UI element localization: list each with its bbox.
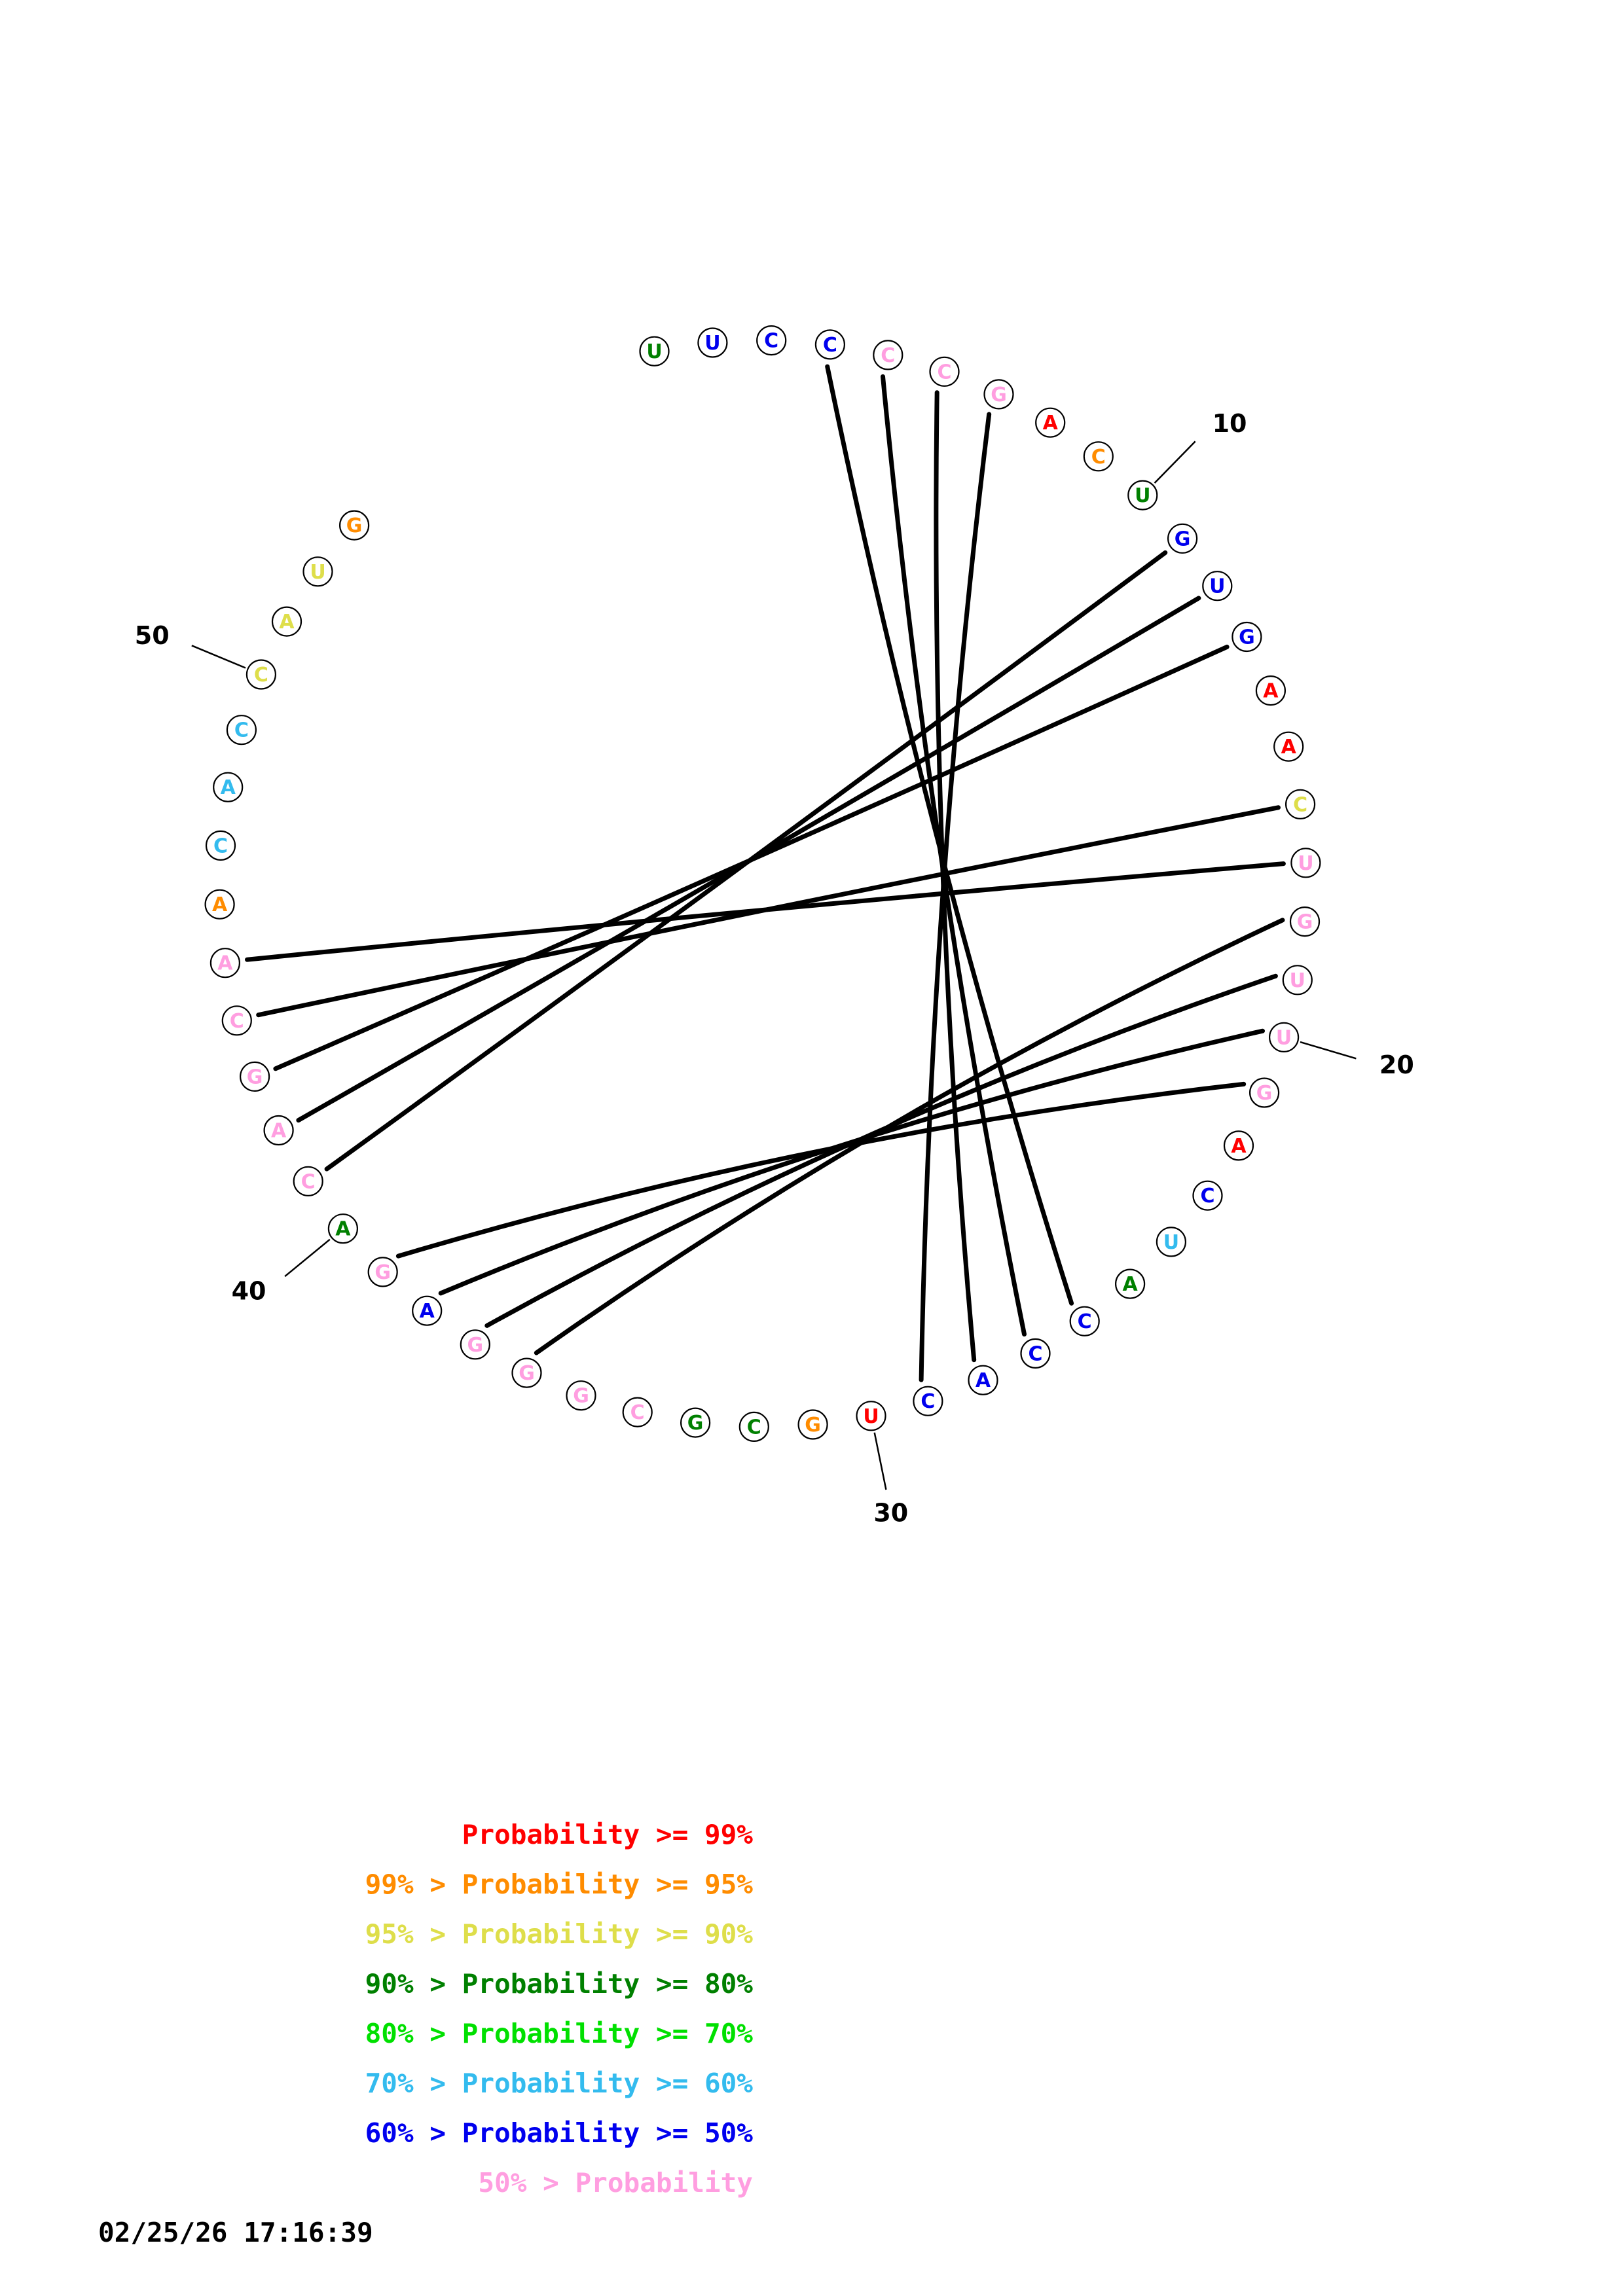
nucleotide-letter: C — [1028, 1342, 1043, 1366]
nucleotide-letter: U — [1135, 484, 1151, 508]
nucleotide-letter: G — [1174, 528, 1191, 551]
nucleotide-50[interactable] — [247, 660, 276, 689]
tick-line — [285, 1240, 330, 1277]
nucleotide-letter: G — [805, 1414, 821, 1437]
nucleotide-letter: G — [687, 1412, 704, 1435]
nucleotide-letter: C — [822, 333, 837, 357]
nucleotide-letter: A — [419, 1300, 435, 1323]
nucleotide-letter: U — [1298, 852, 1314, 875]
base-pair-line — [398, 1084, 1243, 1256]
tick-line — [1300, 1042, 1356, 1058]
nucleotide-letter: C — [1293, 793, 1308, 817]
nucleotide-25[interactable] — [1116, 1270, 1144, 1299]
nucleotide-13[interactable] — [1232, 622, 1261, 651]
tick-label: 20 — [1379, 1050, 1414, 1079]
nucleotide-43[interactable] — [240, 1062, 269, 1091]
tick-label: 10 — [1212, 408, 1247, 438]
nucleotide-4[interactable] — [816, 330, 845, 359]
nucleotide-11[interactable] — [1168, 524, 1197, 553]
nucleotide-22[interactable] — [1224, 1131, 1253, 1160]
nucleotide-letter: C — [1200, 1185, 1215, 1208]
nucleotide-letter: U — [646, 340, 663, 364]
nucleotide-letter: A — [217, 952, 233, 975]
base-pair-line — [441, 1031, 1262, 1293]
nucleotide-34[interactable] — [623, 1398, 652, 1427]
legend-row: 90% > Probability >= 80% — [365, 1968, 753, 2000]
nucleotide-letter: A — [211, 893, 228, 917]
legend-row: 99% > Probability >= 95% — [365, 1869, 753, 1900]
nucleotide-letter: A — [335, 1217, 351, 1241]
nucleotide-6[interactable] — [930, 357, 959, 386]
nucleotide-letter: A — [1281, 736, 1296, 759]
nucleotide-40[interactable] — [329, 1214, 357, 1243]
nucleotide-29[interactable] — [913, 1387, 942, 1416]
nucleotide-9[interactable] — [1084, 442, 1113, 471]
nucleotide-letter: A — [1042, 412, 1058, 435]
nucleotide-letter: G — [346, 514, 363, 538]
nucleotide-36[interactable] — [513, 1359, 541, 1388]
probability-legend — [98, 1810, 818, 2257]
base-pair-line — [536, 920, 1283, 1353]
nucleotide-letter: C — [746, 1416, 761, 1439]
nucleotide-letter: C — [301, 1170, 316, 1194]
nucleotide-letter: U — [310, 560, 326, 584]
nucleotide-15[interactable] — [1274, 732, 1303, 761]
nucleotide-letter: C — [234, 719, 249, 742]
tick-line — [1155, 441, 1195, 483]
nucleotide-letter: C — [253, 664, 268, 687]
nucleotide-31[interactable] — [799, 1410, 828, 1439]
legend-row: 60% > Probability >= 50% — [365, 2117, 753, 2149]
base-pair-line — [487, 976, 1276, 1325]
nucleotide-44[interactable] — [223, 1006, 251, 1035]
nucleotide-18[interactable] — [1290, 907, 1319, 936]
nucleotide-letter: A — [1231, 1134, 1247, 1158]
nucleotide-33[interactable] — [681, 1408, 710, 1437]
nucleotide-41[interactable] — [294, 1167, 323, 1196]
nucleotide-30[interactable] — [857, 1401, 886, 1430]
nucleotide-letter: U — [1209, 575, 1226, 598]
nucleotide-letter: U — [863, 1405, 879, 1428]
nucleotide-letter: C — [213, 834, 228, 858]
nucleotide-47[interactable] — [206, 831, 235, 860]
base-pair-lines — [247, 367, 1284, 1380]
tick-line — [875, 1433, 886, 1490]
nucleotide-35[interactable] — [567, 1381, 596, 1410]
nucleotide-28[interactable] — [969, 1366, 998, 1395]
nucleotide-10[interactable] — [1128, 481, 1157, 510]
nucleotide-letter: U — [1163, 1230, 1180, 1254]
nucleotide-letter: G — [1239, 626, 1255, 649]
nucleotide-letter: G — [374, 1261, 392, 1284]
nucleotide-37[interactable] — [461, 1330, 490, 1359]
nucleotide-52[interactable] — [304, 557, 333, 586]
nucleotide-letter: C — [921, 1390, 936, 1414]
nucleotide-letter: C — [1077, 1310, 1092, 1334]
nucleotide-letter: G — [991, 383, 1007, 406]
nucleotide-letter: A — [270, 1119, 287, 1143]
tick-label: 30 — [873, 1498, 909, 1528]
nucleotide-letter: A — [975, 1369, 991, 1393]
nucleotide-46[interactable] — [206, 890, 234, 919]
nucleotide-letter: A — [1263, 679, 1279, 703]
nucleotide-3[interactable] — [757, 326, 786, 355]
nucleotide-21[interactable] — [1250, 1079, 1279, 1107]
nucleotide-letter: C — [229, 1009, 244, 1033]
legend-row: Probability >= 99% — [462, 1819, 753, 1850]
nucleotide-1[interactable] — [640, 337, 669, 366]
nucleotide-2[interactable] — [698, 329, 727, 357]
nucleotide-19[interactable] — [1283, 965, 1312, 994]
legend-row: 50% > Probability — [478, 2167, 753, 2198]
nucleotide-39[interactable] — [369, 1257, 397, 1286]
nucleotide-16[interactable] — [1286, 790, 1315, 819]
nucleotide-14[interactable] — [1256, 676, 1285, 705]
nucleotide-letter: G — [519, 1362, 535, 1386]
nucleotide-letter: G — [1296, 910, 1313, 934]
legend-row: 70% > Probability >= 60% — [365, 2068, 753, 2099]
nucleotide-letter: U — [1275, 1026, 1292, 1050]
base-pair-line — [247, 864, 1284, 960]
nucleotide-letter: C — [1091, 445, 1106, 469]
nucleotide-layer — [206, 326, 1321, 1441]
nucleotide-45[interactable] — [211, 948, 240, 977]
nucleotide-23[interactable] — [1194, 1181, 1222, 1210]
tick-label: 40 — [231, 1276, 266, 1306]
base-pair-line — [883, 376, 1025, 1334]
nucleotide-42[interactable] — [264, 1116, 293, 1145]
legend-row: 95% > Probability >= 90% — [365, 1918, 753, 1950]
nucleotide-letter: G — [573, 1384, 589, 1408]
nucleotide-53[interactable] — [340, 511, 369, 540]
nucleotide-20[interactable] — [1269, 1023, 1298, 1052]
timestamp-label: 02/25/26 17:16:39 — [98, 2217, 373, 2248]
nucleotide-5[interactable] — [873, 340, 902, 369]
legend-row: 80% > Probability >= 70% — [365, 2018, 753, 2049]
nucleotide-letter: A — [279, 611, 295, 634]
nucleotide-letter: C — [764, 329, 779, 353]
nucleotide-letter: C — [881, 344, 896, 367]
tick-label: 50 — [134, 621, 170, 650]
nucleotide-32[interactable] — [740, 1412, 769, 1441]
nucleotide-8[interactable] — [1036, 408, 1065, 437]
nucleotide-letter: G — [1256, 1082, 1273, 1105]
nucleotide-letter: G — [246, 1066, 263, 1089]
nucleotide-7[interactable] — [985, 380, 1013, 408]
nucleotide-letter: U — [704, 332, 721, 355]
nucleotide-51[interactable] — [272, 607, 301, 636]
nucleotide-27[interactable] — [1021, 1339, 1050, 1368]
nucleotide-letter: U — [1289, 969, 1305, 992]
nucleotide-17[interactable] — [1291, 848, 1320, 877]
nucleotide-48[interactable] — [213, 773, 242, 802]
nucleotide-letter: A — [220, 776, 236, 800]
nucleotide-26[interactable] — [1070, 1307, 1099, 1336]
nucleotide-38[interactable] — [412, 1297, 441, 1325]
nucleotide-letter: G — [467, 1333, 484, 1357]
nucleotide-letter: C — [937, 361, 952, 384]
nucleotide-24[interactable] — [1157, 1227, 1186, 1256]
tick-line — [192, 645, 246, 668]
nucleotide-49[interactable] — [227, 715, 256, 744]
base-pair-line — [276, 647, 1227, 1068]
nucleotide-letter: A — [1122, 1273, 1138, 1297]
nucleotide-12[interactable] — [1203, 571, 1231, 600]
nucleotide-letter: C — [630, 1401, 645, 1425]
